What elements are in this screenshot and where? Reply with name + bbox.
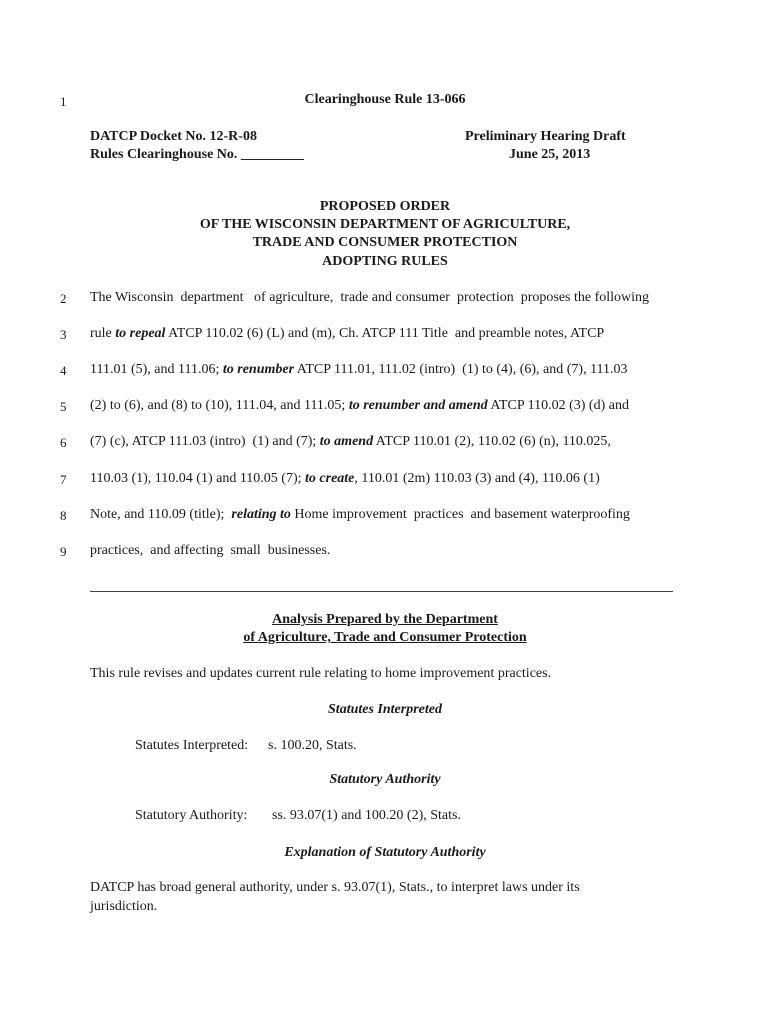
analysis-intro: This rule revises and updates current rule relating to home improvement practices. <box>90 666 552 681</box>
order-line <box>90 326 604 342</box>
order-text-fragment: 111.01 (5), and 111.06; <box>90 362 223 377</box>
line-number: 1 <box>60 94 67 109</box>
docket-number: DATCP Docket No. 12-R-08 <box>90 129 257 144</box>
order-text-fragment: ATCP 110.01 (2), 110.02 (6) (n), 110.025, <box>373 434 611 449</box>
order-text-fragment: ATCP 110.02 (3) (d) and <box>487 398 629 413</box>
order-line <box>90 362 628 378</box>
title-line-2: OF THE WISCONSIN DEPARTMENT OF AGRICULTURE, <box>199 217 571 232</box>
explanation-heading: Explanation of Statutory Authority <box>284 845 486 860</box>
statutory-authority-value: ss. 93.07(1) and 100.20 (2), Stats. <box>272 808 461 823</box>
order-text-fragment: (7) (c), ATCP 111.03 (intro) (1) and (7); <box>90 434 320 449</box>
line-number: 5 <box>60 399 67 414</box>
order-line <box>90 471 600 487</box>
rule-action: to repeal <box>115 326 166 341</box>
rules-clearinghouse-number: Rules Clearinghouse No. _________ <box>90 147 304 162</box>
line-number: 4 <box>60 363 67 378</box>
order-line <box>90 398 629 414</box>
analysis-heading-2: of Agriculture, Trade and Consumer Protection <box>243 630 527 645</box>
statutory-authority-label: Statutory Authority: <box>135 808 248 823</box>
title-line-1: PROPOSED ORDER <box>319 199 451 214</box>
clearinghouse-title: Clearinghouse Rule 13-066 <box>304 92 466 107</box>
statutes-interpreted-label: Statutes Interpreted: <box>135 738 249 753</box>
analysis-heading-1: Analysis Prepared by the Department <box>272 612 498 627</box>
order-text-fragment: 110.03 (1), 110.04 (1) and 110.05 (7); <box>90 471 306 486</box>
statutes-interpreted-heading: Statutes Interpreted <box>328 702 442 717</box>
line-number: 6 <box>60 435 67 450</box>
order-text-fragment: The Wisconsin department of agriculture, trade and consumer protection proposes the following <box>90 290 650 305</box>
section-divider <box>90 591 673 592</box>
statutes-interpreted-value: s. 100.20, Stats. <box>268 738 357 753</box>
order-line <box>90 290 649 306</box>
draft-label: Preliminary Hearing Draft <box>465 129 626 144</box>
title-line-3: TRADE AND CONSUMER PROTECTION <box>252 235 518 250</box>
rule-action: to renumber and amend <box>348 398 488 413</box>
line-number: 8 <box>60 508 67 523</box>
order-line <box>90 543 330 559</box>
order-text-fragment: practices, and affecting small businesses. <box>90 543 331 558</box>
title-line-4: ADOPTING RULES <box>322 254 448 269</box>
order-line <box>90 507 630 523</box>
rule-action: to renumber <box>222 362 295 377</box>
order-text-fragment: (2) to (6), and (8) to (10), 111.04, and 111.05; <box>90 398 349 413</box>
line-number: 2 <box>60 291 67 306</box>
order-line <box>90 434 611 450</box>
line-number: 3 <box>60 327 67 342</box>
explanation-line-1: DATCP has broad general authority, under s. 93.07(1), Stats., to interpret laws under its <box>90 880 580 895</box>
statutory-authority-heading: Statutory Authority <box>329 772 441 787</box>
order-text-fragment: , 110.01 (2m) 110.03 (3) and (4), 110.06 (1) <box>354 471 600 486</box>
rule-action: relating to <box>231 507 291 522</box>
order-text-fragment: rule <box>90 326 116 341</box>
explanation-line-2: jurisdiction. <box>90 899 158 914</box>
draft-date: June 25, 2013 <box>509 147 591 162</box>
line-number: 9 <box>60 544 67 559</box>
order-text-fragment: Home improvement practices and basement waterproofing <box>290 507 630 522</box>
order-text-fragment: ATCP 110.02 (6) (L) and (m), Ch. ATCP 111 Title and preamble notes, ATCP <box>165 326 605 341</box>
rule-action: to create <box>305 471 355 486</box>
order-text-fragment: Note, and 110.09 (title); <box>90 507 232 522</box>
rule-action: to amend <box>319 434 374 449</box>
order-text-fragment: ATCP 111.01, 111.02 (intro) (1) to (4), (6), and (7), 111.03 <box>294 362 628 377</box>
line-number: 7 <box>60 472 67 487</box>
